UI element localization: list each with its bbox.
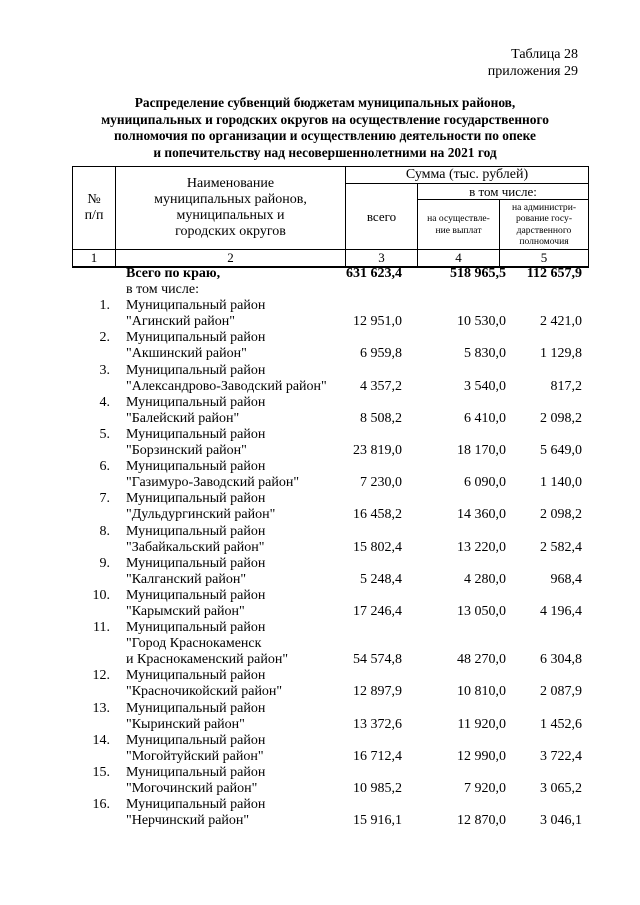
column-number: 3 <box>346 250 418 268</box>
sum-admin: 4 196,4 <box>540 603 582 619</box>
district-name <box>126 668 356 700</box>
sum-total: 54 574,8 <box>353 652 402 668</box>
district-name-line: Муниципальный район <box>126 732 266 748</box>
table-row <box>72 524 588 556</box>
table-row <box>72 668 588 700</box>
district-name-line: Муниципальный район <box>126 555 266 571</box>
district-name <box>126 556 356 588</box>
row-number: 1. <box>99 298 110 314</box>
sum-payments: 4 280,0 <box>464 571 506 587</box>
district-name-line: "Балейский район" <box>126 410 240 426</box>
total-label: Всего по краю, <box>126 266 221 281</box>
district-name-line: Муниципальный район <box>126 620 266 636</box>
district-name <box>126 701 356 733</box>
district-name <box>126 765 356 797</box>
district-name-line: "Могойтуйский район" <box>126 748 264 764</box>
sum-payments: 14 360,0 <box>457 507 506 523</box>
district-name-line: Муниципальный район <box>126 491 266 507</box>
total-payments: 518 965,5 <box>450 266 506 281</box>
table-row <box>72 701 588 733</box>
table-row <box>72 491 588 523</box>
district-name-line: "Александрово-Заводский район" <box>126 378 327 394</box>
sum-admin: 1 140,0 <box>540 475 582 491</box>
sum-total: 15 802,4 <box>353 539 402 555</box>
district-name-line: Муниципальный район <box>126 298 266 314</box>
district-name <box>126 620 356 668</box>
district-name-line: "Забайкальский район" <box>126 539 265 555</box>
sum-admin: 6 304,8 <box>540 652 582 668</box>
sum-admin: 3 046,1 <box>540 813 582 829</box>
sum-admin: 2 421,0 <box>540 314 582 330</box>
sum-payments: 13 050,0 <box>457 603 506 619</box>
sum-total: 8 508,2 <box>360 410 402 426</box>
district-name <box>126 524 356 556</box>
sum-admin: 2 098,2 <box>540 410 582 426</box>
district-name-line: Муниципальный район <box>126 700 266 716</box>
sum-admin: 1 452,6 <box>540 716 582 732</box>
sum-payments: 5 830,0 <box>464 346 506 362</box>
district-name-line: Муниципальный район <box>126 523 266 539</box>
table-row <box>72 620 588 668</box>
sum-total: 15 916,1 <box>353 813 402 829</box>
row-number: 14. <box>92 732 110 748</box>
row-number: 4. <box>99 394 110 410</box>
district-name <box>126 427 356 459</box>
sum-admin: 2 098,2 <box>540 507 582 523</box>
sum-admin: 2 087,9 <box>540 684 582 700</box>
district-name-line: "Могочинский район" <box>126 781 258 796</box>
total-sum: 631 623,4 <box>346 266 402 281</box>
column-header-admin: на администри- рование госу- дарственного полномочия <box>500 200 589 250</box>
sum-payments: 6 410,0 <box>464 410 506 426</box>
sum-admin: 3 065,2 <box>540 781 582 796</box>
table-row <box>72 395 588 427</box>
district-name-line: Муниципальный район <box>126 797 266 813</box>
district-name-line: "Агинский район" <box>126 314 235 330</box>
district-name <box>126 459 356 491</box>
sum-admin: 2 582,4 <box>540 539 582 555</box>
table-row <box>72 765 588 797</box>
row-number: 16. <box>92 797 110 813</box>
district-name <box>126 363 356 395</box>
table-row <box>72 588 588 620</box>
sum-payments: 10 530,0 <box>457 314 506 330</box>
total-row <box>72 266 588 298</box>
column-header-payments: на осуществле- ние выплат <box>418 200 500 250</box>
district-name-line: Муниципальный район <box>126 459 266 475</box>
district-name <box>126 298 356 330</box>
document-title <box>90 95 560 161</box>
sum-admin: 3 722,4 <box>540 748 582 764</box>
column-header-total: всего <box>346 184 418 250</box>
title-line: и попечительству над несовершеннолетними на 2021 год <box>153 144 497 160</box>
district-name-line: Муниципальный район <box>126 587 266 603</box>
column-header-sum: Сумма (тыс. рублей) <box>346 167 589 184</box>
sum-total: 13 372,6 <box>353 716 402 732</box>
district-name <box>126 733 356 765</box>
sum-payments: 7 920,0 <box>464 781 506 796</box>
sum-total: 16 458,2 <box>353 507 402 523</box>
table-row <box>72 427 588 459</box>
sum-payments: 3 540,0 <box>464 378 506 394</box>
row-number: 6. <box>99 459 110 475</box>
column-number: 5 <box>500 250 589 268</box>
column-number: 4 <box>418 250 500 268</box>
table-row <box>72 459 588 491</box>
sum-total: 23 819,0 <box>353 443 402 459</box>
appendix-reference <box>488 46 578 80</box>
row-number: 5. <box>99 426 110 442</box>
row-number: 15. <box>92 764 110 780</box>
district-name-line: "Карымский район" <box>126 603 245 619</box>
district-name-line: Муниципальный район <box>126 426 266 442</box>
district-name-line: Муниципальный район <box>126 668 266 684</box>
district-name <box>126 797 356 829</box>
district-name-line: "Город Краснокаменск <box>126 636 262 652</box>
sum-admin: 968,4 <box>550 571 582 587</box>
column-header-name: Наименование муниципальных районов, муниципальных и городских округов <box>116 167 346 250</box>
sum-payments: 18 170,0 <box>457 443 506 459</box>
row-number: 3. <box>99 362 110 378</box>
table-number: Таблица 28 <box>511 47 578 62</box>
district-name <box>126 330 356 362</box>
sum-total: 5 248,4 <box>360 571 402 587</box>
district-name-line: Муниципальный район <box>126 764 266 780</box>
sum-total: 17 246,4 <box>353 603 402 619</box>
sum-total: 6 959,8 <box>360 346 402 362</box>
row-number: 9. <box>99 555 110 571</box>
total-sublabel: в том числе: <box>126 282 199 298</box>
district-name-line: "Калганский район" <box>126 571 247 587</box>
sum-total: 4 357,2 <box>360 378 402 394</box>
row-number: 8. <box>99 523 110 539</box>
title-line: Распределение субвенций бюджетам муниципальных районов, <box>134 95 516 110</box>
district-name <box>126 588 356 620</box>
title-line: муниципальных и городских округов на осуществление государственного <box>101 111 549 127</box>
appendix-number: приложения 29 <box>487 64 578 79</box>
sum-payments: 12 990,0 <box>457 748 506 764</box>
district-name-line: "Нерчинский район" <box>126 813 250 829</box>
sum-total: 12 951,0 <box>353 314 402 330</box>
row-number: 7. <box>99 491 110 507</box>
row-number: 2. <box>99 330 110 346</box>
row-number: 10. <box>92 587 110 603</box>
district-name-line: Муниципальный район <box>126 330 266 346</box>
district-name-line: и Краснокаменский район" <box>126 652 289 668</box>
district-name-line: Муниципальный район <box>126 394 266 410</box>
table-row <box>72 363 588 395</box>
table-row <box>72 556 588 588</box>
sum-total: 16 712,4 <box>353 748 402 764</box>
district-name-line: "Красночикойский район" <box>126 684 283 700</box>
sum-total: 12 897,9 <box>353 684 402 700</box>
sum-payments: 6 090,0 <box>464 475 506 491</box>
column-number: 2 <box>116 250 346 268</box>
sum-admin: 5 649,0 <box>540 443 582 459</box>
sum-payments: 10 810,0 <box>457 684 506 700</box>
district-name-line: Муниципальный район <box>126 362 266 378</box>
sum-payments: 11 920,0 <box>457 716 506 732</box>
row-number: 11. <box>93 620 110 636</box>
district-name-line: "Кыринский район" <box>126 716 245 732</box>
total-admin: 112 657,9 <box>526 266 582 281</box>
row-number: 12. <box>92 668 110 684</box>
district-name-line: "Борзинский район" <box>126 443 247 459</box>
sum-total: 10 985,2 <box>353 781 402 796</box>
sum-admin: 817,2 <box>550 378 582 394</box>
district-name <box>126 491 356 523</box>
column-number: 1 <box>73 250 116 268</box>
sum-payments: 13 220,0 <box>457 539 506 555</box>
column-header-number: № п/п <box>73 167 116 250</box>
table-row <box>72 733 588 765</box>
title-line: полномочия по организации и осуществлению деятельности по опеке <box>114 128 536 143</box>
row-number: 13. <box>92 700 110 716</box>
table-row <box>72 330 588 362</box>
district-name <box>126 395 356 427</box>
sum-admin: 1 129,8 <box>540 346 582 362</box>
sum-payments: 12 870,0 <box>457 813 506 829</box>
sum-payments: 48 270,0 <box>457 652 506 668</box>
column-header-including: в том числе: <box>418 184 589 200</box>
table-row <box>72 298 588 330</box>
district-name-line: "Акшинский район" <box>126 346 247 362</box>
table-body <box>72 266 588 829</box>
sum-total: 7 230,0 <box>360 475 402 491</box>
district-name-line: "Дульдургинский район" <box>126 507 276 523</box>
table-header <box>72 166 589 268</box>
table-row <box>72 797 588 829</box>
district-name-line: "Газимуро-Заводский район" <box>126 475 300 491</box>
